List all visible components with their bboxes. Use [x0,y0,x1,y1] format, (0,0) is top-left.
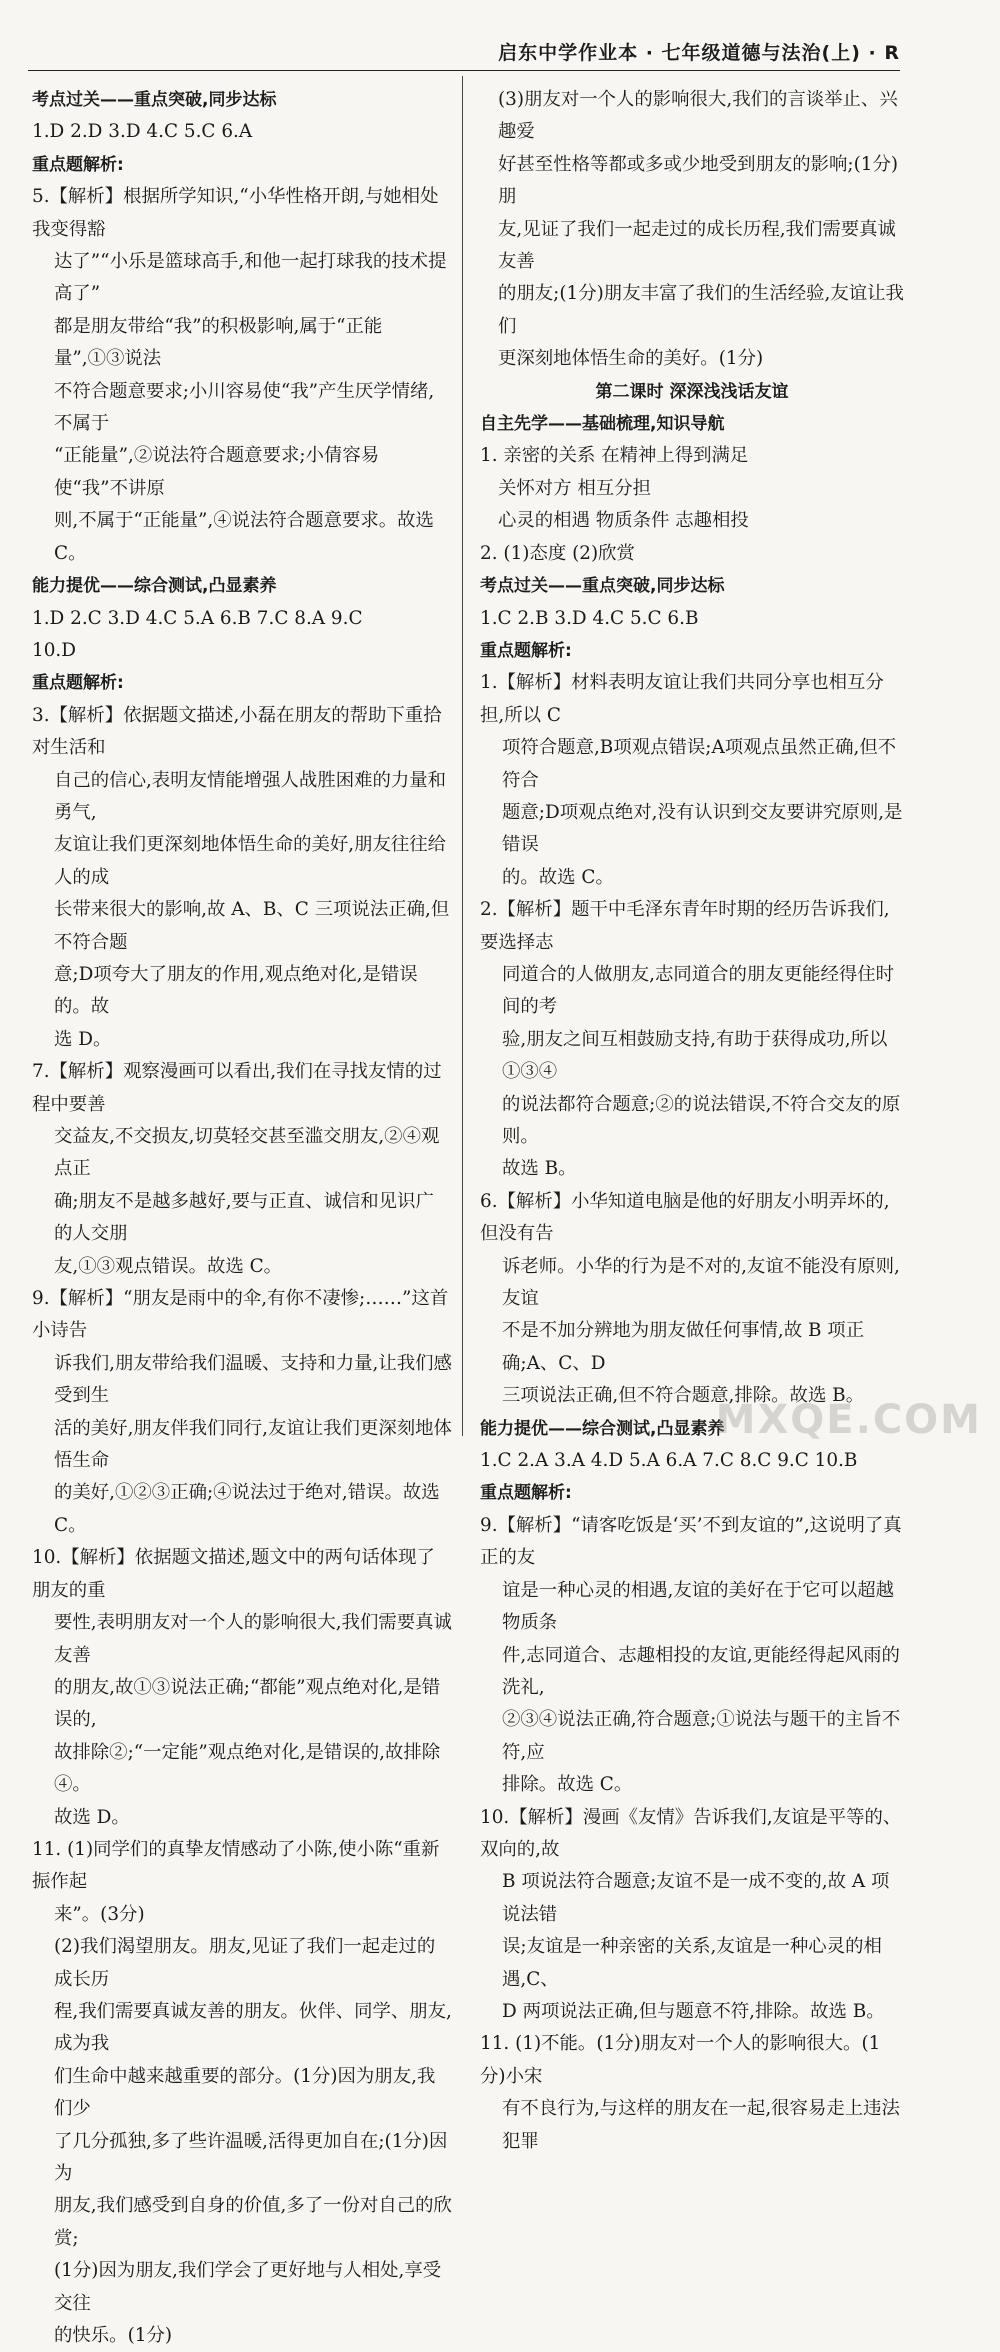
watermark-logo: MXQE.COM [715,1397,982,1443]
right-line: 2.【解析】题干中毛泽东青年时期的经历告诉我们,要选择志 [480,899,890,953]
left-line: 活的美好,朋友伴我们同行,友谊让我们更深刻地体悟生命 [54,1417,452,1472]
right-line: 的说法都符合题意;②的说法错误,不符合交友的原则。 [502,1093,901,1147]
left-line: 能力提优——综合测试,凸显素养 [32,576,277,597]
right-line: 考点过关——重点突破,同步达标 [480,576,725,597]
left-line: 友谊让我们更深刻地体悟生命的美好,朋友往往给人的成 [54,834,447,888]
left-line: 了几分孤独,多了些许温暖,活得更加自在;(1分)因为 [54,2130,448,2184]
column-divider [462,76,463,1436]
right-line: B 项说法符合题意;友谊不是一成不变的,故 A 项说法错 [502,1871,890,1925]
left-line: 自己的信心,表明友情能增强人战胜困难的力量和勇气, [54,769,447,823]
right-line: 心灵的相遇 物质条件 志趣相投 [498,510,749,532]
left-line: 1.D 2.D 3.D 4.C 5.C 6.A [32,121,253,143]
left-line: 选 D。 [54,1028,112,1050]
right-line: 更深刻地体悟生命的美好。(1分) [498,348,764,370]
left-line: (1分)因为朋友,我们学会了更好地与人相处,享受交往 [54,2260,442,2314]
right-line: 有不良行为,与这样的朋友在一起,很容易走上违法犯罪 [502,2098,900,2152]
right-line: 能力提优——综合测试,凸显素养 [480,1418,725,1439]
left-line: 7.【解析】观察漫画可以看出,我们在寻找友情的过程中要善 [32,1061,442,1115]
left-line: 10.【解析】依据题文描述,题文中的两句话体现了朋友的重 [32,1547,435,1601]
left-line: 长带来很大的影响,故 A、B、C 三项说法正确,但不符合题 [54,899,450,953]
left-line: 都是朋友带给“我”的积极影响,属于“正能量”,①③说法 [54,315,383,370]
right-line: 6.【解析】小华知道电脑是他的好朋友小明弄坏的,但没有告 [480,1190,890,1245]
right-line: 不是不加分辨地为朋友做任何事情,故 B 项正确;A、C、D [502,1320,865,1374]
header-title: 启东中学作业本 · 七年级道德与法治(上) · R [498,42,900,64]
right-line: 诉老师。小华的行为是不对的,友谊不能没有原则,友谊 [502,1255,900,1310]
left-line: “正能量”,②说法符合题意要求;小倩容易使“我”不讲原 [54,445,380,499]
right-line: 三项说法正确,但不符合题意,排除。故选 B。 [502,1385,865,1407]
left-line: 故选 D。 [54,1806,130,1828]
right-line: 题意;D项观点绝对,没有认识到交友要讲究原则,是错误 [502,801,903,856]
right-line: 11. (1)不能。(1分)朋友对一个人的影响很大。(1分)小宋 [480,2033,881,2087]
right-line: D 两项说法正确,但与题意不符,排除。故选 B。 [502,2000,885,2022]
left-line: 1.D 2.C 3.D 4.C 5.A 6.B 7.C 8.A 9.C [32,607,363,629]
right-line: 谊是一种心灵的相遇,友谊的美好在于它可以超越物质条 [502,1579,895,1634]
left-column [32,84,452,2352]
left-line: 故排除②;“一定能”观点绝对化,是错误的,故排除④。 [54,1741,441,1796]
right-line: 第二课时 深深浅浅话友谊 [595,381,789,402]
left-line: 交益友,不交损友,切莫轻交甚至滥交朋友,②④观点正 [54,1126,440,1180]
right-line: 关怀对方 相互分担 [498,477,651,499]
left-line: 3.【解析】依据题文描述,小磊在朋友的帮助下重拾对生活和 [32,704,442,759]
right-line: 重点题解析: [480,640,572,661]
left-line: 意;D项夸大了朋友的作用,观点绝对化,是错误的。故 [54,963,418,1018]
left-line: 不符合题意要求;小川容易使“我”产生厌学情绪,不属于 [54,380,435,435]
right-line: 10.【解析】漫画《友情》告诉我们,友谊是平等的、双向的,故 [480,1806,902,1860]
page-header [28,36,900,71]
left-line: 5.【解析】根据所学知识,“小华性格开朗,与她相处我变得豁 [32,186,439,240]
right-line: 1.【解析】材料表明友谊让我们共同分享也相互分担,所以 C [480,672,884,726]
right-line: 故选 B。 [502,1158,577,1180]
left-line: 的朋友,故①③说法正确;“都能”观点绝对化,是错误的, [54,1676,441,1731]
right-line: 件,志同道合、志趣相投的友谊,更能经得起风雨的洗礼, [502,1644,900,1698]
right-line: 同道合的人做朋友,志同道合的朋友更能经得住时间的考 [502,963,895,1018]
right-line: 好甚至性格等都或多或少地受到朋友的影响;(1分)朋 [498,153,899,208]
left-line: 程,我们需要真诚友善的朋友。伙伴、同学、朋友,成为我 [54,2000,452,2055]
left-line: (2)我们渴望朋友。朋友,见证了我们一起走过的成长历 [54,1936,436,1990]
left-line: 来”。(3分) [54,1903,145,1925]
right-line: 的。故选 C。 [502,866,614,888]
left-line: 确;朋友不是越多越好,要与正直、诚信和见识广的人交朋 [54,1190,434,1245]
left-line: 的美好,①②③正确;④说法过于绝对,错误。故选 C。 [54,1482,440,1536]
left-line: 则,不属于“正能量”,④说法符合题意要求。故选 C。 [54,510,434,564]
left-line: 达了”“小乐是篮球高手,和他一起打球我的技术提高了” [54,251,447,305]
left-line: 的快乐。(1分) [54,2325,173,2347]
right-line: 排除。故选 C。 [502,1774,633,1796]
left-line: 10.D [32,639,76,661]
left-line: 要性,表明朋友对一个人的影响很大,我们需要真诚友善 [54,1612,452,1666]
right-line: 误;友谊是一种亲密的关系,友谊是一种心灵的相遇,C、 [502,1936,882,1990]
right-line: ②③④说法正确,符合题意;①说法与题干的主旨不符,应 [502,1709,901,1763]
right-line: 9.【解析】“请客吃饭是‘买’不到友谊的”,这说明了真正的友 [480,1514,902,1569]
right-line: 1.C 2.B 3.D 4.C 5.C 6.B [480,607,699,629]
right-line: 友,见证了我们一起走过的成长历程,我们需要真诚友善 [498,218,896,273]
left-line: 重点题解析: [32,154,124,175]
right-column [480,84,904,2158]
right-line: 项符合题意,B项观点错误;A项观点虽然正确,但不符合 [502,737,897,791]
right-line: 自主先学——基础梳理,知识导航 [480,414,725,435]
left-line: 们生命中越来越重要的部分。(1分)因为朋友,我们少 [54,2065,436,2120]
left-line: 重点题解析: [32,673,124,694]
left-line: 友,①③观点错误。故选 C。 [54,1255,283,1277]
right-line: 验,朋友之间互相鼓励支持,有助于获得成功,所以①③④ [502,1028,888,1083]
left-line: 朋友,我们感受到自身的价值,多了一份对自己的欣赏; [54,2195,452,2249]
left-line: 考点过关——重点突破,同步达标 [32,90,277,110]
left-line: 诉我们,朋友带给我们温暖、支持和力量,让我们感受到生 [54,1352,452,1407]
right-line: 的朋友;(1分)朋友丰富了我们的生活经验,友谊让我们 [498,283,904,337]
left-line: 11. (1)同学们的真挚友情感动了小陈,使小陈“重新振作起 [32,1838,440,1893]
right-line: 1.C 2.A 3.A 4.D 5.A 6.A 7.C 8.C 9.C 10.B [480,1450,858,1472]
right-line: 重点题解析: [480,1483,572,1504]
right-line: (3)朋友对一个人的影响很大,我们的言谈举止、兴趣爱 [498,89,898,143]
right-line: 1. 亲密的关系 在精神上得到满足 [480,445,749,467]
left-line: 9.【解析】“朋友是雨中的伞,有你不凄惨;……”这首小诗告 [32,1288,449,1342]
right-line: 2. (1)态度 (2)欣赏 [480,542,635,564]
